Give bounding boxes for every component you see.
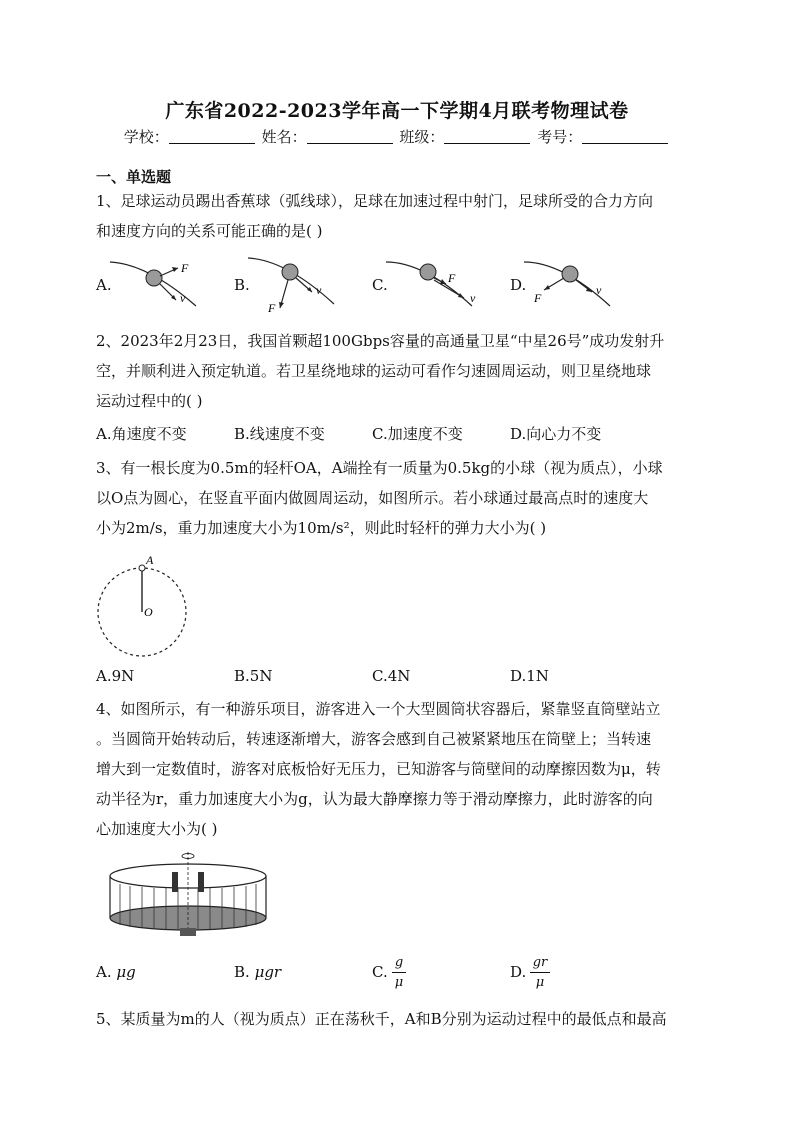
q4-cylinder-diagram <box>104 848 274 938</box>
q4-line5: 心加速度大小为( ) <box>96 820 218 838</box>
q4-option-a-label: A. <box>96 963 112 981</box>
student-info-row <box>0 126 794 147</box>
q2-line3: 运动过程中的( ) <box>96 392 203 410</box>
q1c-velocity-label: v <box>470 291 476 305</box>
q3-point-a-label: A <box>146 553 154 567</box>
exam-no-label: 考号： <box>537 128 583 146</box>
q1d-force-label: F <box>534 291 542 305</box>
q1-line2: 和速度方向的关系可能正确的是( ) <box>96 222 323 240</box>
exam-no-blank[interactable] <box>582 129 668 144</box>
q3-option-a[interactable]: A.9N <box>96 667 135 685</box>
q1-line1: 1、足球运动员踢出香蕉球（弧线球），足球在加速过程中射门，足球所受的合力方向 <box>96 192 654 210</box>
q4-option-b-label: B. <box>234 963 250 981</box>
q4-line2: 。当圆筒开始转动后，转速逐渐增大，游客会感到自己被紧紧地压在筒壁上；当转速 <box>96 730 652 748</box>
q1-option-d-label: D. <box>510 276 527 294</box>
q4-option-b[interactable] <box>234 963 281 981</box>
q2-option-b[interactable]: B.线速度不变 <box>234 425 325 443</box>
q4-line3: 增大到一定数值时，游客对底板恰好无压力，已知游客与筒壁间的动摩擦因数为μ，转 <box>96 760 661 778</box>
q2-option-a[interactable]: A.角速度不变 <box>96 425 187 443</box>
q4-option-a-expr: μg <box>116 963 136 981</box>
q3-point-o-label: O <box>144 605 153 619</box>
q2-option-d[interactable]: D.向心力不变 <box>510 425 602 443</box>
q1b-force-label: F <box>268 301 276 314</box>
q3-line1: 3、有一根长度为0.5m的轻杆OA，A端拴有一质量为0.5kg的小球（视为质点），小球 <box>96 459 663 477</box>
q1c-force-label: F <box>448 271 456 285</box>
q1a-velocity-label: v <box>180 291 186 305</box>
name-label: 姓名： <box>261 128 307 146</box>
class-label: 班级： <box>399 128 445 146</box>
q1-option-c-label: C. <box>372 276 388 294</box>
q4-option-b-expr: μgr <box>254 963 282 981</box>
q4-line4: 动半径为r，重力加速度大小为g，认为最大静摩擦力等于滑动摩擦力，此时游客的向 <box>96 790 653 808</box>
q4-option-c-denominator: μ <box>394 975 404 990</box>
school-blank[interactable] <box>169 129 255 144</box>
q1-diagram-a <box>108 254 208 310</box>
q3-circle-diagram <box>94 552 194 658</box>
q1d-velocity-label: v <box>596 283 602 297</box>
q3-option-b[interactable]: B.5N <box>234 667 273 685</box>
name-blank[interactable] <box>307 129 393 144</box>
q3-line3: 小为2m/s，重力加速度大小为10m/s²，则此时轻杆的弹力大小为( ) <box>96 519 547 537</box>
q4-line1: 4、如图所示，有一种游乐项目，游客进入一个大型圆筒状容器后，紧靠竖直筒壁站立 <box>96 700 661 718</box>
q2-line2: 空，并顺利进入预定轨道。若卫星绕地球的运动可看作匀速圆周运动，则卫星绕地球 <box>96 362 652 380</box>
q4-option-d-numerator: gr <box>532 955 548 970</box>
q2-line1: 2、2023年2月23日，我国首颗超100Gbps容量的高通量卫星“中星26号”成功发射升 <box>96 332 665 350</box>
q3-option-d[interactable]: D.1N <box>510 667 549 685</box>
q3-option-c[interactable]: C.4N <box>372 667 411 685</box>
q5-line1: 5、某质量为m的人（视为质点）正在荡秋千，A和B分别为运动过程中的最低点和最高 <box>96 1010 667 1028</box>
q4-option-c-numerator: g <box>394 955 404 970</box>
q3-line2: 以O点为圆心，在竖直平面内做圆周运动，如图所示。若小球通过最高点时的速度大 <box>96 489 649 507</box>
q1a-force-label: F <box>181 261 189 275</box>
q4-option-a[interactable] <box>96 963 136 981</box>
q1-diagram-d <box>522 254 622 310</box>
q2-option-c[interactable]: C.加速度不变 <box>372 425 463 443</box>
school-label: 学校： <box>123 128 169 146</box>
q1b-velocity-label: v <box>316 283 322 297</box>
section-heading: 一、单选题 <box>96 168 172 186</box>
class-blank[interactable] <box>444 129 530 144</box>
q4-option-d-label: D. <box>510 963 527 981</box>
q1-option-b-label: B. <box>234 276 250 294</box>
q4-option-d-denominator: μ <box>535 975 545 990</box>
q4-option-c-label: C. <box>372 963 388 981</box>
q1-option-a-label: A. <box>96 276 112 294</box>
q1-diagram-c <box>384 254 484 310</box>
q1-diagram-b <box>246 252 346 314</box>
exam-title: 广东省2022-2023学年高一下学期4月联考物理试卷 <box>165 100 629 122</box>
